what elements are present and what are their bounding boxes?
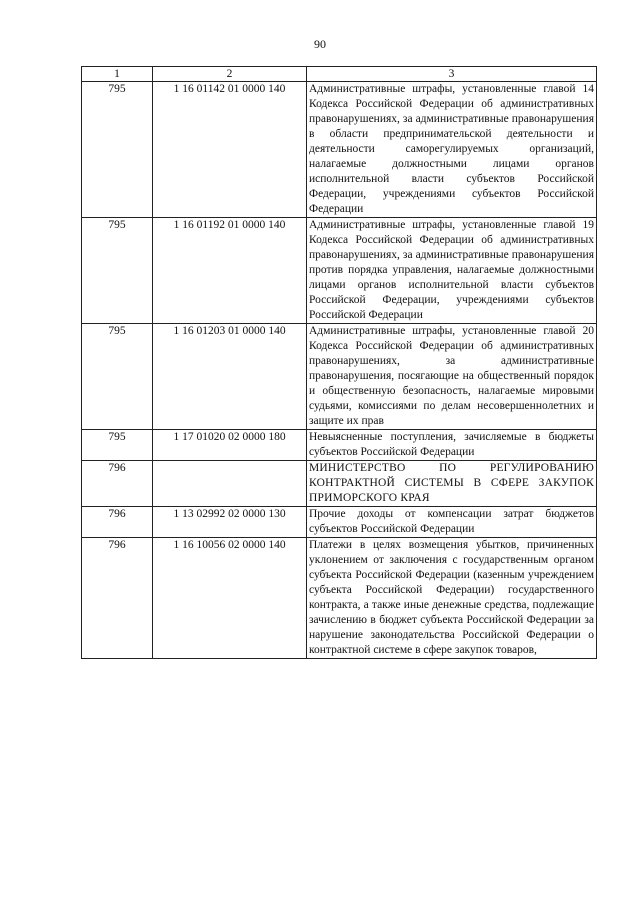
admin-code-cell: 796 (82, 461, 153, 507)
table-row (82, 430, 597, 461)
description-cell: Административные штрафы, установленные главой 19 Кодекса Российской Федерации об административных правонарушениях, за административные правонарушения против порядка управления, налагаемые должностными лицами органов исполнительной власти субъектов Российской Федерации, учреждениями субъектов Российской Федерации (307, 218, 597, 324)
revenue-code-cell: 1 16 01192 01 0000 140 (153, 218, 307, 324)
admin-code-cell: 795 (82, 82, 153, 218)
page-number: 90 (314, 37, 326, 51)
description-cell: Невыясненные поступления, зачисляемые в бюджеты субъектов Российской Федерации (307, 430, 597, 461)
column-header-1: 1 (82, 67, 153, 82)
admin-code-cell: 795 (82, 430, 153, 461)
description-cell: Административные штрафы, установленные главой 14 Кодекса Российской Федерации об административных правонарушениях, за административные правонарушения в области предпринимательской деятельности и деятельности саморегулируемых организаций, налагаемые должностными лицами органов исполнительной власти субъектов Российской Федерации, учреждениями субъектов Российской Федерации (307, 82, 597, 218)
revenue-code-cell: 1 17 01020 02 0000 180 (153, 430, 307, 461)
table-row (82, 507, 597, 538)
description-cell: Административные штрафы, установленные главой 20 Кодекса Российской Федерации об административных правонарушениях, за административные правонарушения, посягающие на общественный порядок и общественную безопасность, налагаемые мировыми судьями, комиссиями по делам несовершеннолетних и защите их прав (307, 324, 597, 430)
column-header-2: 2 (153, 67, 307, 82)
revenue-code-cell (153, 461, 307, 507)
admin-code-cell: 795 (82, 324, 153, 430)
admin-code-cell: 796 (82, 538, 153, 659)
table-row-ministry-heading (82, 461, 597, 507)
description-cell: Платежи в целях возмещения убытков, причиненных уклонением от заключения с государственным органом субъекта Российской Федерации (казенным учреждением субъекта Российской Федерации) государственного контракта, а также иные денежные средства, подлежащие зачислению в бюджет субъекта Российской Федерации за нарушение законодательства Российской Федерации о контрактной системе в сфере закупок товаров, (307, 538, 597, 659)
description-cell: Прочие доходы от компенсации затрат бюджетов субъектов Российской Федерации (307, 507, 597, 538)
table-row (82, 218, 597, 324)
table-row (82, 538, 597, 659)
column-header-3: 3 (307, 67, 597, 82)
table-header-row (82, 67, 597, 82)
admin-code-cell: 795 (82, 218, 153, 324)
revenue-code-cell: 1 16 01203 01 0000 140 (153, 324, 307, 430)
revenue-codes-table (81, 66, 597, 659)
table-row (82, 324, 597, 430)
revenue-code-cell: 1 16 10056 02 0000 140 (153, 538, 307, 659)
revenue-code-cell: 1 13 02992 02 0000 130 (153, 507, 307, 538)
table-row (82, 82, 597, 218)
ministry-name-cell: МИНИСТЕРСТВО ПО РЕГУЛИРОВАНИЮ КОНТРАКТНОЙ СИСТЕМЫ В СФЕРЕ ЗАКУПОК ПРИМОРСКОГО КРАЯ (307, 461, 597, 507)
admin-code-cell: 796 (82, 507, 153, 538)
revenue-code-cell: 1 16 01142 01 0000 140 (153, 82, 307, 218)
